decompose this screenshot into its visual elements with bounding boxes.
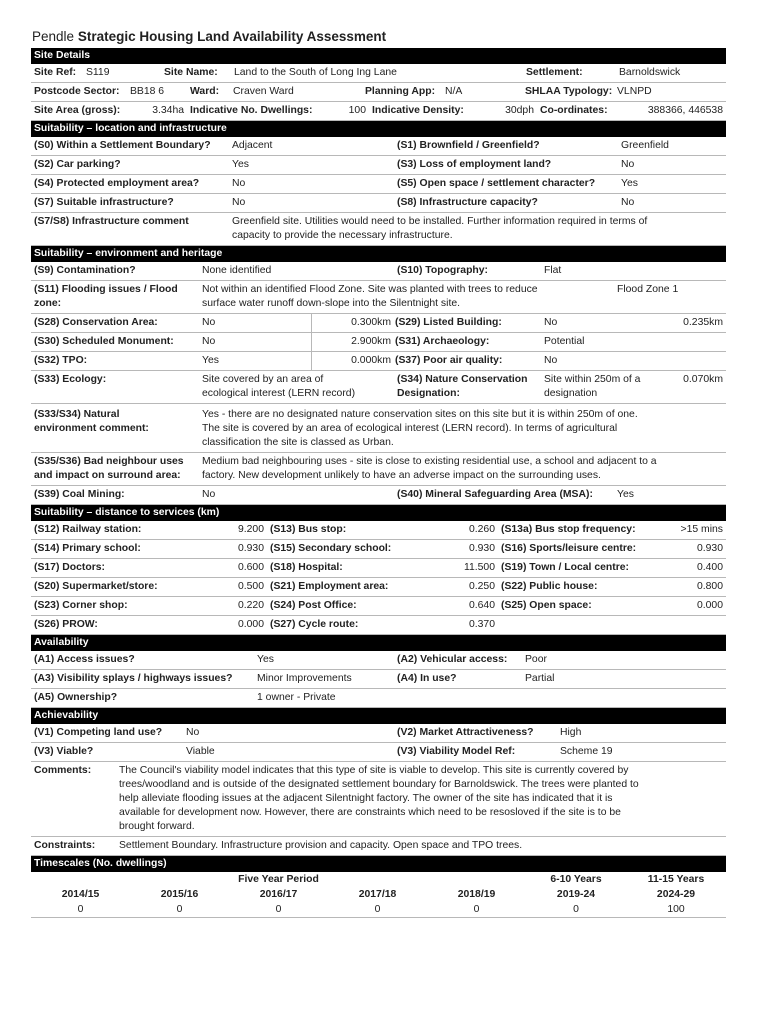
distance-value: 0.930 [237, 543, 264, 554]
section-header-achievability: Achievability [31, 708, 726, 724]
site-area-value: 3.34ha [152, 105, 184, 116]
distance-label: (S22) Public house: [501, 581, 598, 592]
site-name-value: Land to the South of Long Ing Lane [234, 67, 397, 78]
distance-label: (S21) Employment area: [270, 581, 389, 592]
s4-value: No [232, 178, 246, 189]
distance-value: 9.200 [237, 524, 264, 535]
s39-value: No [202, 489, 216, 500]
s34-label-line-1: (S34) Nature Conservation [397, 374, 528, 385]
env-row-s11 [31, 281, 726, 314]
site-area-label: Site Area (gross): [34, 105, 121, 116]
ach-row-2 [31, 743, 726, 762]
s34-distance: 0.070km [683, 374, 723, 385]
year-header: 2015/16 [160, 889, 199, 900]
s34-label [394, 371, 541, 403]
a4-value: Partial [525, 673, 555, 684]
dwellings-count: 0 [526, 902, 626, 918]
a4-label: (A4) In use? [397, 673, 457, 684]
site-details-row-3 [31, 102, 726, 121]
distance-value: 0.930 [468, 543, 495, 554]
dwellings-count: 0 [328, 902, 427, 918]
distance-value: 0.250 [468, 581, 495, 592]
distance-label: (S15) Secondary school: [270, 543, 392, 554]
constraints-label: Constraints: [34, 840, 96, 851]
distance-label: (S19) Town / Local centre: [501, 562, 629, 573]
distance-value: >15 mins [680, 524, 723, 535]
a2-label: (A2) Vehicular access: [397, 654, 508, 665]
distance-label: (S18) Hospital: [270, 562, 343, 573]
avail-row-3 [31, 689, 726, 708]
distance-label: (S12) Railway station: [34, 524, 142, 535]
s33-value-line-1: Site covered by an area of [202, 374, 324, 385]
section-header-distance: Suitability – distance to services (km) [31, 505, 726, 521]
shlaa-typology-value: VLNPD [617, 86, 652, 97]
site-details-row-1 [31, 64, 726, 83]
section-header-availability: Availability [31, 635, 726, 651]
distance-table [31, 521, 726, 635]
a1-value: Yes [257, 654, 274, 665]
distance-value: 0.640 [468, 600, 495, 611]
section-header-environment: Suitability – environment and heritage [31, 246, 726, 262]
infrastructure-comment [229, 213, 726, 245]
loc-row-2 [31, 156, 726, 175]
env-row-s39 [31, 486, 726, 505]
natural-environment-line-2: The site is covered by an area of ecological interest (LERN record). In terms of agricultural [202, 423, 618, 434]
s5-label: (S5) Open space / settlement character? [397, 178, 596, 189]
distance-label: (S17) Doctors: [34, 562, 106, 573]
ach-row-constraints [31, 837, 726, 856]
env-row-s28 [31, 314, 726, 333]
v2-label: (V2) Market Attractiveness? [397, 727, 534, 738]
s7-label: (S7) Suitable infrastructure? [34, 197, 174, 208]
s34-value-line-1: Site within 250m of a [544, 374, 641, 385]
flood-zone-value: Flood Zone 1 [617, 284, 679, 295]
s3-label: (S3) Loss of employment land? [397, 159, 552, 170]
dwellings-count: 100 [626, 902, 726, 918]
v3-label: (V3) Viable? [34, 746, 94, 757]
s0-label: (S0) Within a Settlement Boundary? [34, 140, 211, 151]
s5-value: Yes [621, 178, 638, 189]
comments-line-3: help alleviate flooding issues at the adjacent Silentnight factory. The owner of the site has indicated that it is [119, 793, 613, 804]
s39-label: (S39) Coal Mining: [34, 489, 125, 500]
natural-environment-comment [199, 404, 726, 452]
a1-label: (A1) Access issues? [34, 654, 135, 665]
distance-value: 0.220 [237, 600, 264, 611]
section-header-timescales: Timescales (No. dwellings) [31, 856, 726, 872]
year-header: 2018/19 [457, 889, 496, 900]
v1-value: No [186, 727, 200, 738]
comments-line-2: trees/woodland and is outside of the designated settlement boundary for Barnoldswick. The trees were planted to [119, 779, 639, 790]
infrastructure-comment-line-2: capacity to provide the necessary infrastructure. [232, 230, 453, 241]
s31-value: Potential [544, 336, 585, 347]
s30-distance: 2.900km [311, 333, 394, 351]
s35-label-line-2: and impact on surround area: [34, 470, 181, 481]
distance-label: (S13a) Bus stop frequency: [501, 524, 636, 535]
s35-value [199, 453, 726, 485]
s29-distance: 0.235km [683, 317, 723, 328]
s33-value [199, 371, 394, 403]
natural-environment-label [31, 404, 199, 452]
v2-value: High [560, 727, 582, 738]
distance-label: (S13) Bus stop: [270, 524, 347, 535]
s11-label [31, 281, 199, 313]
s32-value: Yes [202, 355, 219, 366]
distance-label: (S16) Sports/leisure centre: [501, 543, 637, 554]
infrastructure-comment-line-1: Greenfield site. Utilities would need to be installed. Further information required in terms of [232, 216, 648, 227]
env-row-s9 [31, 262, 726, 281]
site-name-label: Site Name: [164, 67, 218, 78]
distance-value: 0.930 [696, 543, 723, 554]
s29-value: No [544, 317, 558, 328]
avail-row-1 [31, 651, 726, 670]
timescales-values-row [31, 902, 726, 918]
viability-model-label: (V3) Viability Model Ref: [397, 746, 516, 757]
viability-model-value: Scheme 19 [560, 746, 613, 757]
s34-value [541, 371, 661, 403]
year-header: 2014/15 [61, 889, 100, 900]
env-row-s35 [31, 453, 726, 486]
s29-label: (S29) Listed Building: [395, 317, 502, 328]
s2-label: (S2) Car parking? [34, 159, 121, 170]
natural-environment-label-line-2: environment comment: [34, 423, 149, 434]
postcode-value: BB18 6 [130, 86, 165, 97]
s32-label: (S32) TPO: [34, 355, 88, 366]
s28-label: (S28) Conservation Area: [34, 317, 158, 328]
s11-value [199, 281, 614, 313]
assessment-sheet [31, 48, 726, 918]
natural-environment-label-line-1: (S33/S34) Natural [34, 409, 120, 420]
ach-row-1 [31, 724, 726, 743]
distance-value: 0.400 [696, 562, 723, 573]
section-header-location: Suitability – location and infrastructure [31, 121, 726, 137]
s33-value-line-2: ecological interest (LERN record) [202, 388, 356, 399]
settlement-label: Settlement: [526, 67, 583, 78]
year-header: 2017/18 [358, 889, 397, 900]
loc-row-5 [31, 213, 726, 246]
distance-value: 0.370 [468, 619, 495, 630]
comments-line-4: available for development now. However, there are constraints which need to be resosloved if the site is to be [119, 807, 621, 818]
s37-label: (S37) Poor air quality: [395, 355, 503, 366]
distance-label: (S24) Post Office: [270, 600, 357, 611]
shlaa-typology-label: SHLAA Typology: [525, 86, 613, 97]
title-prefix: Pendle [32, 29, 75, 44]
s11-value-line-1: Not within an identified Flood Zone. Site was planted with trees to reduce [202, 284, 538, 295]
s34-label-line-2: Designation: [397, 388, 460, 399]
year-header: 2024-29 [656, 889, 696, 900]
loc-row-3 [31, 175, 726, 194]
five-year-period-header: Five Year Period [238, 874, 319, 885]
s30-value: No [202, 336, 216, 347]
site-ref-label: Site Ref: [34, 67, 77, 78]
distance-row [31, 616, 726, 635]
a3-value: Minor Improvements [257, 673, 352, 684]
site-ref-value: S119 [86, 67, 110, 78]
distance-label: (S25) Open space: [501, 600, 592, 611]
loc-row-1 [31, 137, 726, 156]
avail-row-2 [31, 670, 726, 689]
distance-value [658, 616, 726, 634]
s1-label: (S1) Brownfield / Greenfield? [397, 140, 540, 151]
s40-value: Yes [617, 489, 634, 500]
ward-value: Craven Ward [233, 86, 294, 97]
s37-value: No [544, 355, 558, 366]
density-value: 30dph [505, 105, 534, 116]
section-header-site-details: Site Details [31, 48, 726, 64]
ward-label: Ward: [190, 86, 220, 97]
eleven-fifteen-years-header: 11-15 Years [647, 874, 705, 885]
distance-label: (S27) Cycle route: [270, 619, 359, 630]
s8-label: (S8) Infrastructure capacity? [397, 197, 538, 208]
comments-line-5: brought forward. [119, 821, 195, 832]
dwellings-count: 0 [31, 902, 130, 918]
distance-value: 11.500 [463, 562, 495, 573]
a5-label: (A5) Ownership? [34, 692, 118, 703]
distance-label: (S14) Primary school: [34, 543, 141, 554]
natural-environment-line-1: Yes - there are no designated nature conservation sites on this site but it is within 250m of one. [202, 409, 638, 420]
dwellings-label: Indicative No. Dwellings: [190, 105, 313, 116]
distance-value: 0.500 [237, 581, 264, 592]
dwellings-count: 0 [229, 902, 328, 918]
v1-label: (V1) Competing land use? [34, 727, 163, 738]
s28-distance: 0.300km [311, 314, 394, 332]
distance-label: (S20) Supermarket/store: [34, 581, 158, 592]
distance-row [31, 597, 726, 616]
s9-value: None identified [202, 265, 272, 276]
constraints-text: Settlement Boundary. Infrastructure provision and capacity. Open space and TPO trees. [119, 840, 523, 851]
s10-label: (S10) Topography: [397, 265, 489, 276]
s31-label: (S31) Archaeology: [395, 336, 490, 347]
coordinates-label: Co-ordinates: [540, 105, 608, 116]
s32-distance: 0.000km [311, 352, 394, 370]
distance-row [31, 559, 726, 578]
s35-label-line-1: (S35/S36) Bad neighbour uses [34, 456, 184, 467]
comments-line-1: The Council's viability model indicates that this type of site is viable to develop. This site is currently covered by [119, 765, 629, 776]
six-ten-years-header: 6-10 Years [550, 874, 602, 885]
s11-value-line-2: surface water runoff down-slope into the Silentnight site. [202, 298, 460, 309]
s3-value: No [621, 159, 635, 170]
s35-value-line-1: Medium bad neighbouring uses - site is close to existing residential use, a school and adjacent to a [202, 456, 657, 467]
s28-value: No [202, 317, 216, 328]
settlement-value: Barnoldswick [619, 67, 681, 78]
comments-text [116, 762, 726, 836]
coordinates-value: 388366, 446538 [647, 105, 723, 116]
site-details-row-2 [31, 83, 726, 102]
year-header: 2016/17 [259, 889, 298, 900]
a3-label: (A3) Visibility splays / highways issues? [34, 673, 233, 684]
distance-label: (S23) Corner shop: [34, 600, 128, 611]
natural-environment-line-3: classification the site is classed as Urban. [202, 437, 394, 448]
distance-value: 0.800 [696, 581, 723, 592]
s7-value: No [232, 197, 246, 208]
env-row-natural-comment [31, 404, 726, 453]
distance-row [31, 540, 726, 559]
s40-label: (S40) Mineral Safeguarding Area (MSA): [397, 489, 593, 500]
planning-app-value: N/A [445, 86, 463, 97]
s11-label-line-1: (S11) Flooding issues / Flood [34, 284, 178, 295]
distance-value: 0.000 [237, 619, 264, 630]
distance-row [31, 578, 726, 597]
dwellings-value: 100 [348, 105, 366, 116]
distance-label [498, 616, 658, 634]
s35-value-line-2: factory. New development unlikely to have an adverse impact on the surrounding uses. [202, 470, 601, 481]
a5-value: 1 owner - Private [257, 692, 336, 703]
planning-app-label: Planning App: [365, 86, 436, 97]
ach-row-comments [31, 762, 726, 837]
s4-label: (S4) Protected employment area? [34, 178, 200, 189]
s1-value: Greenfield [621, 140, 669, 151]
s35-label [31, 453, 199, 485]
distance-value: 0.260 [468, 524, 495, 535]
title-main: Strategic Housing Land Availability Assessment [77, 29, 387, 44]
comments-label: Comments: [34, 765, 92, 776]
page-title [32, 29, 386, 44]
density-label: Indicative Density: [372, 105, 464, 116]
env-row-s32 [31, 352, 726, 371]
distance-label: (S26) PROW: [34, 619, 98, 630]
v3-value: Viable [186, 746, 215, 757]
env-row-s30 [31, 333, 726, 352]
distance-value: 0.000 [696, 600, 723, 611]
timescales-years-row [31, 887, 726, 902]
timescales-period-row [31, 872, 726, 887]
year-header: 2019-24 [556, 889, 596, 900]
s34-value-line-2: designation [544, 388, 598, 399]
s33-label: (S33) Ecology: [34, 374, 107, 385]
distance-row [31, 521, 726, 540]
s8-value: No [621, 197, 635, 208]
postcode-label: Postcode Sector: [34, 86, 120, 97]
distance-value: 0.600 [237, 562, 264, 573]
a2-value: Poor [525, 654, 547, 665]
s10-value: Flat [544, 265, 562, 276]
timescales-table [31, 872, 726, 918]
s2-value: Yes [232, 159, 249, 170]
s0-value: Adjacent [232, 140, 273, 151]
dwellings-count: 0 [130, 902, 229, 918]
loc-row-4 [31, 194, 726, 213]
dwellings-count: 0 [427, 902, 526, 918]
infrastructure-comment-label: (S7/S8) Infrastructure comment [34, 216, 189, 227]
env-row-s33 [31, 371, 726, 404]
s11-label-line-2: zone: [34, 298, 62, 309]
s9-label: (S9) Contamination? [34, 265, 136, 276]
s30-label: (S30) Scheduled Monument: [34, 336, 174, 347]
